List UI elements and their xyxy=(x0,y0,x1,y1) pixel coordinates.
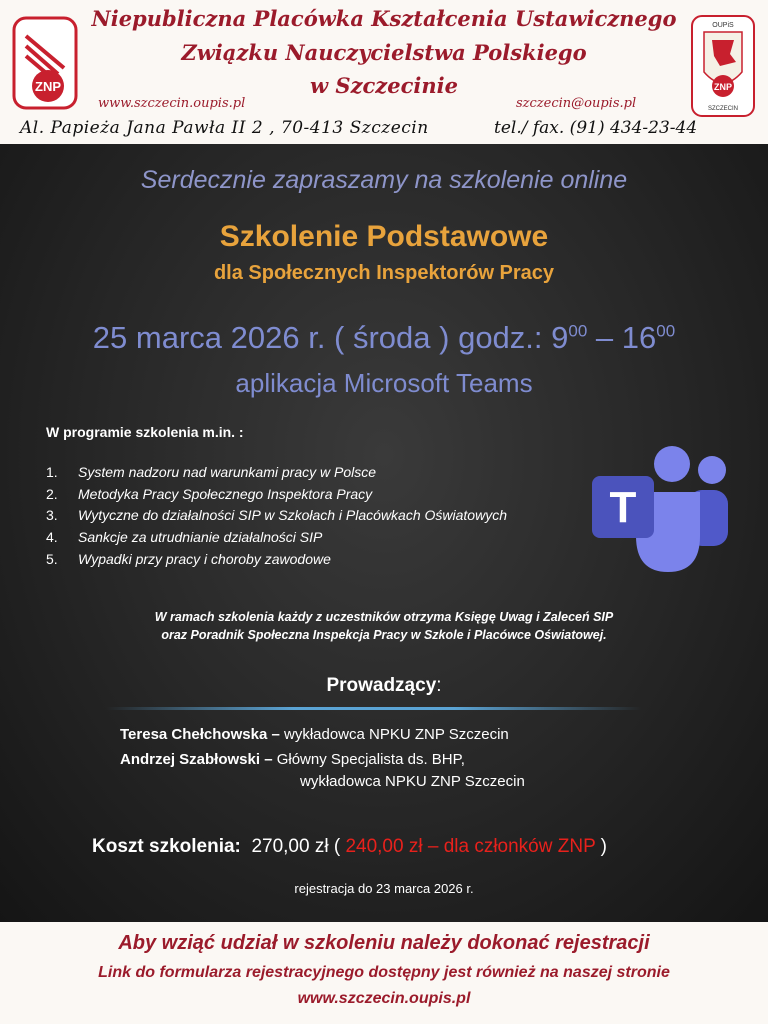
svg-text:SZCZECIN: SZCZECIN xyxy=(708,106,738,112)
address: Al. Papieża Jana Pawła II 2 , 70-413 Szczecin xyxy=(20,118,429,138)
lecturer-1: Teresa Chełchowska – wykładowca NPKU ZNP Szczecin xyxy=(120,726,509,743)
microsoft-teams-icon xyxy=(590,444,732,576)
materials-note-line1: W ramach szkolenia każdy z uczestników otrzyma Księgę Uwag i Zaleceń SIP xyxy=(154,610,614,624)
divider xyxy=(106,707,642,710)
footer xyxy=(0,922,768,1024)
training-subtitle: dla Społecznych Inspektorów Pracy xyxy=(213,262,555,284)
training-date: 25 marca 2026 r. ( środa ) godz.: $9^{00} - 16^{00}$ xyxy=(92,320,676,355)
phone: tel./ fax. (91) 434-23-44 xyxy=(494,118,698,138)
svg-text:ZNP: ZNP xyxy=(714,82,732,92)
registration-call: Aby wziąć udział w szkoleniu należy dokonać rejestracji xyxy=(118,932,650,954)
list-item: 1. System nadzoru nad warunkami pracy w Polsce xyxy=(46,464,377,480)
invitation-text: Serdecznie zapraszamy na szkolenie online xyxy=(140,166,628,194)
program-list xyxy=(46,462,507,570)
list-item: 5. Wypadki przy pracy i choroby zawodowe xyxy=(46,550,331,567)
training-cost: Koszt szkolenia: 270,00 zł ( 240,00 zł – dla członków ZNP ) xyxy=(92,836,608,857)
org-name-line3: w Szczecinie xyxy=(310,73,458,98)
materials-note-line2: oraz Poradnik Społeczna Inspekcja Pracy w Szkole i Placówce Oświatowej. xyxy=(161,628,607,642)
lecturer-2-role: wykładowca NPKU ZNP Szczecin xyxy=(300,773,525,790)
header xyxy=(0,0,768,144)
main-panel xyxy=(0,144,768,922)
org-name-line1: Niepubliczna Placówka Kształcenia Ustawicznego xyxy=(91,6,677,31)
registration-link-info: Link do formularza rejestracyjnego dostępny jest również na naszej stronie xyxy=(98,964,670,981)
list-item: 4. Sankcje za utrudnianie działalności SIP xyxy=(46,529,323,546)
svg-text:OUPiS: OUPiS xyxy=(712,22,734,29)
list-item: 2. Metodyka Pracy Społecznego Inspektora Pracy xyxy=(46,485,373,502)
email-link[interactable]: szczecin@oupis.pl xyxy=(516,96,637,111)
svg-text:T: T xyxy=(609,483,637,532)
registration-deadline: rejestracja do 23 marca 2026 r. xyxy=(294,881,474,896)
training-title: Szkolenie Podstawowe xyxy=(219,220,549,253)
platform-text: aplikacja Microsoft Teams xyxy=(235,368,533,398)
lecturer-2: Andrzej Szabłowski – Główny Specjalista ds. BHP, xyxy=(120,751,465,768)
oupis-crest-logo xyxy=(690,14,756,118)
program-heading: W programie szkolenia m.in. : xyxy=(46,424,244,440)
footer-website-link[interactable]: www.szczecin.oupis.pl xyxy=(297,990,471,1007)
list-item: 3. Wytyczne do działalności SIP w Szkołach i Placówkach Oświatowych xyxy=(46,507,507,524)
org-name-line2: Związku Nauczycielstwa Polskiego xyxy=(181,40,587,65)
website-link[interactable]: www.szczecin.oupis.pl xyxy=(98,96,246,111)
svg-text:ZNP: ZNP xyxy=(35,79,61,94)
lecturers-heading: Prowadzący: xyxy=(326,675,442,696)
